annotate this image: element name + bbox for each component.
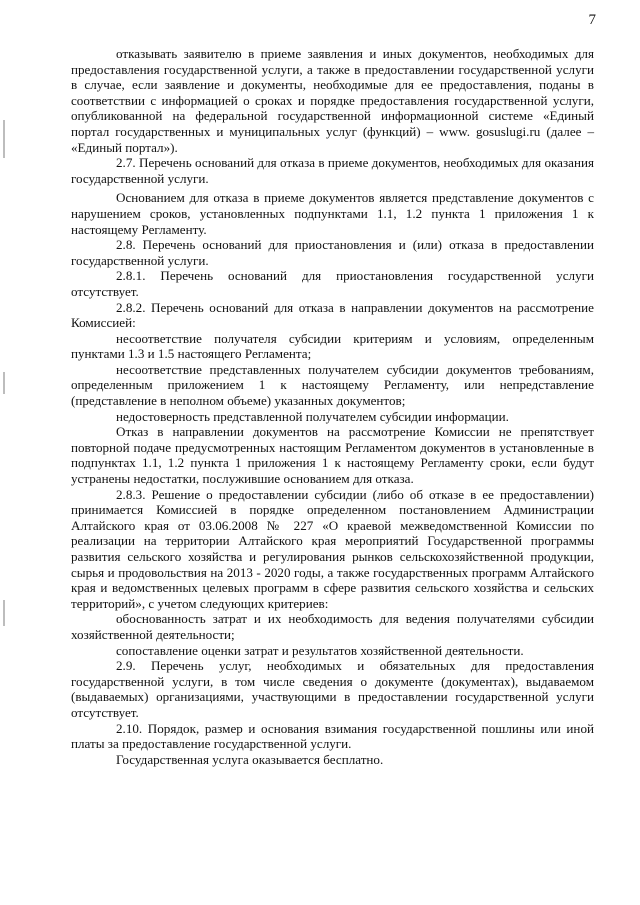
scan-artifact <box>3 600 5 626</box>
paragraph-refusal-basis: Основанием для отказа в приеме документов является представление документов с нарушением сроков, установленных подпунктами 1.1, 1.2 пункта 1 приложения 1 к настоящему Регламенту. <box>71 190 594 237</box>
paragraph-continuation: отказывать заявителю в приеме заявления и иных документов, необходимых для предоставления государственной услуги, а также в предоставлении государственной услуги в случае, если заявление и документы, необходимые для ее предоставления, поданы в соответствии с информацией о сроках и порядке предоставления государственной услуги, опубликованной на федеральной государственной информационной системе «Единый портал государственных и муниципальных услуг (функций) – www. gosuslugi.ru (далее – «Единый портал»). <box>71 46 594 155</box>
list-item-noncompliance-criteria: несоответствие получателя субсидии критериям и условиям, определенным пунктами 1.3 и 1.5 настоящего Регламента; <box>71 330 594 362</box>
page-number: 7 <box>588 12 596 28</box>
paragraph-2-7: 2.7. Перечень оснований для отказа в приеме документов, необходимых для оказания государственной услуги. <box>71 155 594 186</box>
paragraph-2-8-1: 2.8.1. Перечень оснований для приостановления государственной услуги отсутствует. <box>71 268 594 299</box>
list-item-false-information: недостоверность представленной получателем субсидии информации. <box>116 408 509 424</box>
paragraph-2-8: 2.8. Перечень оснований для приостановления и (или) отказа в предоставлении государственной услуги. <box>71 237 594 268</box>
scan-artifact <box>3 372 5 394</box>
list-item-noncompliance-documents: несоответствие представленных получателем субсидии документов требованиям, определенным приложением 1 к настоящему Регламенту, или непредставление (представление в неполном объеме) указанных документов; <box>71 361 594 409</box>
paragraph-free-service: Государственная услуга оказывается бесплатно. <box>116 751 384 767</box>
document-body <box>71 46 594 767</box>
paragraph-refusal-resubmission: Отказ в направлении документов на рассмотрение Комиссии не препятствует повторной подаче предусмотренных настоящим Регламентом документов в установленные в подпунктах 1.1, 1.2 пункта 1 приложения 1 к настоящему Регламенту сроки, если будут устранены недостатки, послужившие основанием для отказа. <box>71 424 594 487</box>
list-item-cost-results-comparison: сопоставление оценки затрат и результатов хозяйственной деятельности. <box>116 642 524 658</box>
paragraph-2-9: 2.9. Перечень услуг, необходимых и обязательных для предоставления государственной услуги, в том числе сведения о документе (документах), выдаваемом (выдаваемых) организациями, участвующими в предоставлении государственной услуги отсутствует. <box>71 658 594 720</box>
paragraph-2-10: 2.10. Порядок, размер и основания взимания государственной пошлины или иной платы за предоставление государственной услуги. <box>71 720 594 752</box>
paragraph-2-8-3: 2.8.3. Решение о предоставлении субсидии (либо об отказе в ее предоставлении) принимается Комиссией в порядке определенном постановлением Администрации Алтайского края от 03.06.2008 № 227 «О краевой межведомственной Комиссии по реализации на территории Алтайского края мероприятий Государственной программы развития сельского хозяйства и регулирования рынков сельскохозяйственной продукции, сырья и продовольствия на 2013 - 2020 годы, а также государственных программ Алтайского края и ведомственных целевых программ в сфере развития сельского хозяйства и сельских территорий», с учетом следующих критериев: <box>71 486 594 611</box>
list-item-cost-justification: обоснованность затрат и их необходимость для ведения получателями субсидии хозяйственной деятельности; <box>71 611 594 642</box>
scan-artifact <box>3 120 5 158</box>
paragraph-2-8-2: 2.8.2. Перечень оснований для отказа в направлении документов на рассмотрение Комиссией: <box>71 299 594 331</box>
